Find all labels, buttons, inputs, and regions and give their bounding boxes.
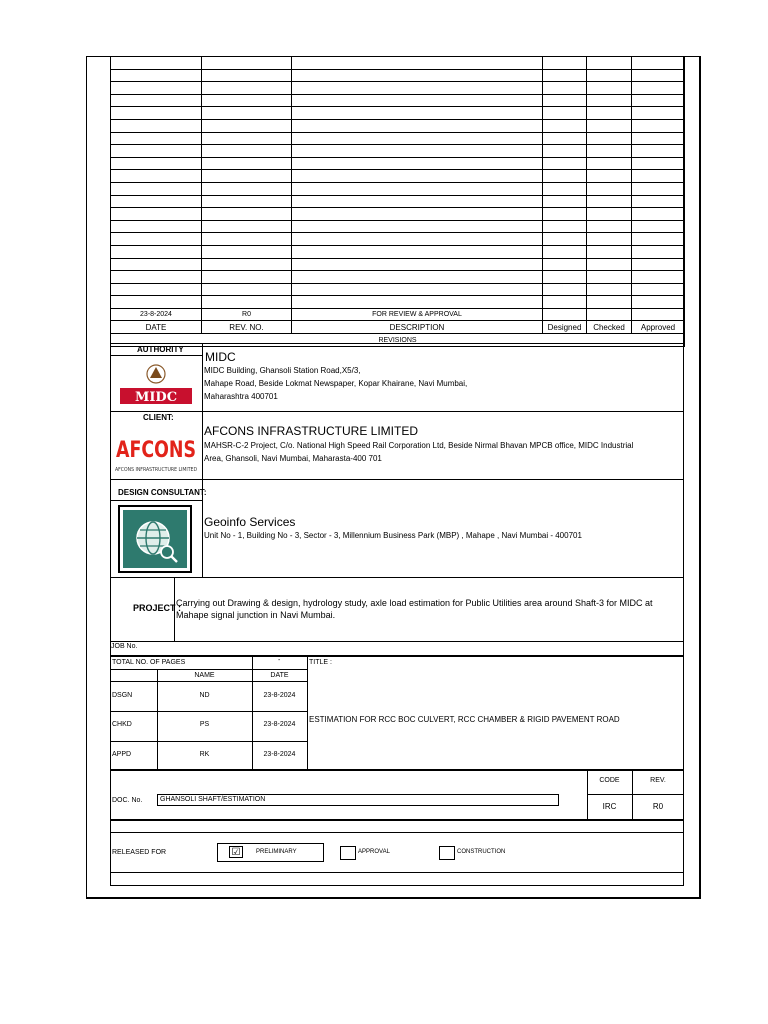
construction-checkbox[interactable] [439, 846, 455, 860]
revision-cell-designed [543, 220, 587, 233]
revision-cell-description [292, 182, 543, 195]
revision-cell-approved [632, 283, 685, 296]
revision-cell-designed [543, 233, 587, 246]
job-no-label: JOB No. [111, 643, 138, 650]
revision-cell-rev [202, 94, 292, 107]
divider [110, 500, 202, 501]
revision-table [110, 56, 685, 347]
revisions-label: REVISIONS [111, 334, 685, 347]
revision-cell-description [292, 157, 543, 170]
revision-cell-description [292, 296, 543, 309]
divider [202, 479, 203, 577]
revision-cell-description [292, 132, 543, 145]
revision-cell-date [111, 157, 202, 170]
revision-cell-date [111, 170, 202, 183]
revision-cell-rev [202, 258, 292, 271]
revision-cell-designed [543, 132, 587, 145]
divider [307, 655, 308, 769]
doc-no-label: DOC. No. [112, 797, 143, 804]
revision-cell-date: 23-8-2024 [111, 308, 202, 321]
revision-cell-rev [202, 182, 292, 195]
revision-cell-rev [202, 157, 292, 170]
revision-row [111, 195, 685, 208]
project-text-1: Carrying out Drawing & design, hydrology study, axle load estimation for Public Utilities area around Shaft-3 for MIDC at [176, 598, 653, 608]
afcons-logo [113, 425, 199, 475]
revision-cell-designed [543, 145, 587, 158]
revision-cell-date [111, 208, 202, 221]
divider [110, 355, 202, 356]
rev-value: R0 [652, 802, 664, 811]
total-pages-label: TOTAL NO. OF PAGES [112, 659, 186, 666]
revision-cell-designed [543, 271, 587, 284]
revision-cell-checked [587, 271, 632, 284]
revision-row [111, 57, 685, 70]
divider [110, 872, 684, 873]
revision-row [111, 157, 685, 170]
revision-cell-date [111, 107, 202, 120]
project-label: PROJECT : [133, 603, 182, 613]
revision-cell-designed [543, 119, 587, 132]
revision-cell-approved [632, 182, 685, 195]
revision-cell-approved [632, 271, 685, 284]
signoff-name-appd: RK [199, 751, 210, 758]
revision-cell-description [292, 283, 543, 296]
revision-cell-checked [587, 145, 632, 158]
revision-cell-description [292, 107, 543, 120]
client-name: AFCONS INFRASTRUCTURE LIMITED [204, 424, 419, 438]
revision-cell-approved [632, 107, 685, 120]
midc-logo [114, 358, 198, 408]
revision-cell-date [111, 195, 202, 208]
approval-checkbox[interactable] [340, 846, 356, 860]
approval-label: APPROVAL [358, 849, 390, 855]
revision-cell-approved [632, 220, 685, 233]
client-address-1: MAHSR-C-2 Project, C/o. National High Speed Rail Corporation Ltd, Beside Nirmal Bhavan MPCB office, MIDC Industrial [204, 441, 634, 450]
revision-cell-checked [587, 132, 632, 145]
rev-header-approved: Approved [632, 321, 685, 334]
signoff-date-appd: 23-8-2024 [263, 751, 296, 758]
revision-cell-approved [632, 69, 685, 82]
revision-row [111, 220, 685, 233]
signoff-role-dsgn: DSGN [112, 692, 133, 699]
revision-cell-approved [632, 308, 685, 321]
revision-cell-description [292, 271, 543, 284]
revision-cell-rev [202, 271, 292, 284]
revision-cell-designed [543, 258, 587, 271]
revision-cell-date [111, 182, 202, 195]
revision-cell-approved [632, 132, 685, 145]
revision-cell-designed [543, 107, 587, 120]
revision-cell-description [292, 170, 543, 183]
revision-cell-designed [543, 157, 587, 170]
revision-cell-rev [202, 233, 292, 246]
revision-row [111, 296, 685, 309]
revision-cell-rev [202, 208, 292, 221]
revision-cell-designed [543, 57, 587, 70]
preliminary-checkbox[interactable]: ☑ [229, 846, 243, 858]
project-text-2: Mahape signal junction in Navi Mumbai. [176, 610, 336, 620]
revision-cell-description [292, 220, 543, 233]
revision-row [111, 233, 685, 246]
revision-cell-description [292, 82, 543, 95]
revision-row [111, 132, 685, 145]
revision-cell-designed [543, 283, 587, 296]
revision-cell-date [111, 132, 202, 145]
revision-row [111, 107, 685, 120]
revision-cell-approved [632, 119, 685, 132]
divider [110, 769, 684, 771]
revision-cell-checked [587, 157, 632, 170]
revision-cell-checked [587, 296, 632, 309]
revision-cell-designed [543, 245, 587, 258]
consultant-name: Geoinfo Services [204, 515, 296, 529]
revision-cell-checked [587, 258, 632, 271]
divider [110, 655, 684, 657]
revision-cell-description [292, 69, 543, 82]
revision-cell-date [111, 245, 202, 258]
rev-header-date: DATE [111, 321, 202, 334]
revision-row [111, 69, 685, 82]
consultant-address: Unit No - 1, Building No - 3, Sector - 3, Millennium Business Park (MBP) , Mahape , Navi Mumbai - 400701 [204, 531, 582, 540]
revision-cell-approved [632, 145, 685, 158]
revision-cell-checked [587, 308, 632, 321]
revision-cell-designed [543, 195, 587, 208]
revision-cell-rev [202, 145, 292, 158]
revision-header-row [111, 321, 685, 334]
svg-text:MIDC: MIDC [134, 390, 178, 405]
revision-cell-description [292, 233, 543, 246]
revision-cell-description: FOR REVIEW & APPROVAL [292, 308, 543, 321]
revision-row [111, 182, 685, 195]
revision-cell-approved [632, 157, 685, 170]
revision-cell-designed [543, 170, 587, 183]
construction-label: CONSTRUCTION [457, 849, 506, 855]
revision-cell-approved [632, 57, 685, 70]
total-pages-value: - [278, 657, 281, 664]
divider [110, 832, 684, 833]
doc-no-field[interactable]: GHANSOLI SHAFT/ESTIMATION [157, 794, 559, 806]
revision-row [111, 119, 685, 132]
revision-cell-designed [543, 82, 587, 95]
revision-cell-approved [632, 233, 685, 246]
revision-row [111, 308, 685, 321]
code-label: CODE [599, 777, 620, 784]
rev-label: REV. [650, 777, 666, 784]
preliminary-label: PRELIMINARY [256, 849, 297, 855]
revision-row [111, 271, 685, 284]
authority-label: AUTHORITY [137, 345, 184, 354]
revision-cell-checked [587, 208, 632, 221]
geoinfo-logo [118, 505, 192, 573]
revision-cell-date [111, 296, 202, 309]
revision-cell-approved [632, 94, 685, 107]
title-label: TITLE : [309, 659, 332, 666]
divider [110, 669, 307, 670]
revision-cell-date [111, 145, 202, 158]
revision-cell-approved [632, 258, 685, 271]
revision-cell-description [292, 245, 543, 258]
revision-cell-designed [543, 296, 587, 309]
divider [110, 411, 684, 412]
rev-header-rev: REV. NO. [202, 321, 292, 334]
revision-cell-rev [202, 107, 292, 120]
revision-row [111, 94, 685, 107]
revision-cell-checked [587, 107, 632, 120]
revision-cell-date [111, 69, 202, 82]
revision-cell-date [111, 82, 202, 95]
authority-address-1: MIDC Building, Ghansoli Station Road,X5/3, [204, 366, 361, 375]
revision-row [111, 82, 685, 95]
revision-cell-approved [632, 170, 685, 183]
signoff-name-dsgn: ND [199, 692, 210, 699]
signoff-date-chkd: 23-8-2024 [263, 721, 296, 728]
revision-cell-designed [543, 69, 587, 82]
authority-name: MIDC [205, 350, 236, 364]
divider [110, 711, 307, 712]
revision-cell-designed [543, 94, 587, 107]
signoff-header-name: NAME [194, 672, 215, 679]
revision-cell-description [292, 195, 543, 208]
released-for-label: RELEASED FOR [112, 849, 167, 856]
divider [110, 479, 684, 480]
revision-cell-checked [587, 233, 632, 246]
signoff-role-chkd: CHKD [112, 721, 132, 728]
divider [110, 577, 684, 578]
signoff-header-date: DATE [270, 672, 289, 679]
revision-cell-rev [202, 69, 292, 82]
revision-row [111, 145, 685, 158]
client-address-2: Area, Ghansoli, Navi Mumbai, Maharasta-400 701 [204, 454, 382, 463]
revision-cell-date [111, 271, 202, 284]
divider [110, 681, 307, 682]
revision-cell-rev [202, 220, 292, 233]
revision-cell-approved [632, 245, 685, 258]
revision-cell-description [292, 57, 543, 70]
revision-cell-rev [202, 245, 292, 258]
revision-row [111, 283, 685, 296]
revision-row [111, 208, 685, 221]
revision-cell-date [111, 220, 202, 233]
revision-cell-checked [587, 82, 632, 95]
revision-cell-checked [587, 195, 632, 208]
signoff-role-appd: APPD [112, 751, 132, 758]
revision-row [111, 245, 685, 258]
consultant-label: DESIGN CONSULTANT: [118, 488, 207, 497]
revision-cell-date [111, 57, 202, 70]
revision-cell-approved [632, 82, 685, 95]
signoff-date-dsgn: 23-8-2024 [263, 692, 296, 699]
revision-cell-checked [587, 220, 632, 233]
rev-header-description: DESCRIPTION [292, 321, 543, 334]
revision-cell-checked [587, 283, 632, 296]
svg-text:AFCONS: AFCONS [116, 438, 196, 463]
revision-cell-rev [202, 57, 292, 70]
revision-cell-checked [587, 170, 632, 183]
authority-address-3: Maharashtra 400701 [204, 392, 278, 401]
divider [110, 741, 307, 742]
revision-cell-rev [202, 119, 292, 132]
revision-cell-date [111, 233, 202, 246]
divider [110, 343, 684, 344]
revision-cell-checked [587, 119, 632, 132]
authority-address-2: Mahape Road, Beside Lokmat Newspaper, Kopar Khairane, Navi Mumbai, [204, 379, 468, 388]
revision-cell-checked [587, 182, 632, 195]
revision-cell-rev [202, 195, 292, 208]
revision-cell-rev [202, 170, 292, 183]
revision-cell-checked [587, 94, 632, 107]
revision-cell-approved [632, 296, 685, 309]
divider [110, 819, 684, 821]
revision-cell-description [292, 119, 543, 132]
revision-cell-approved [632, 208, 685, 221]
revision-row [111, 170, 685, 183]
revision-cell-approved [632, 195, 685, 208]
revision-cell-checked [587, 69, 632, 82]
code-value: IRC [602, 802, 617, 811]
rev-header-designed: Designed [543, 321, 587, 334]
revision-cell-date [111, 283, 202, 296]
revision-cell-description [292, 208, 543, 221]
title-text: ESTIMATION FOR RCC BOC CULVERT, RCC CHAMBER & RIGID PAVEMENT ROAD [309, 715, 620, 724]
revision-cell-rev [202, 132, 292, 145]
revision-cell-date [111, 119, 202, 132]
divider [587, 794, 684, 795]
revision-cell-designed [543, 182, 587, 195]
revision-cell-date [111, 258, 202, 271]
revision-cell-rev [202, 296, 292, 309]
divider [110, 641, 684, 642]
signoff-name-chkd: PS [199, 721, 210, 728]
revision-cell-description [292, 145, 543, 158]
svg-text:AFCONS INFRASTRUCTURE LIMITED: AFCONS INFRASTRUCTURE LIMITED [115, 467, 197, 473]
divider [202, 411, 203, 479]
rev-header-checked: Checked [587, 321, 632, 334]
revision-cell-date [111, 94, 202, 107]
revision-cell-checked [587, 245, 632, 258]
revision-cell-designed [543, 308, 587, 321]
divider [202, 343, 203, 411]
revision-cell-rev [202, 283, 292, 296]
revision-row [111, 258, 685, 271]
revision-cell-rev: R0 [202, 308, 292, 321]
revision-cell-description [292, 258, 543, 271]
revision-cell-description [292, 94, 543, 107]
revision-cell-checked [587, 57, 632, 70]
revision-cell-designed [543, 208, 587, 221]
revision-cell-rev [202, 82, 292, 95]
client-label: CLIENT: [143, 413, 174, 422]
